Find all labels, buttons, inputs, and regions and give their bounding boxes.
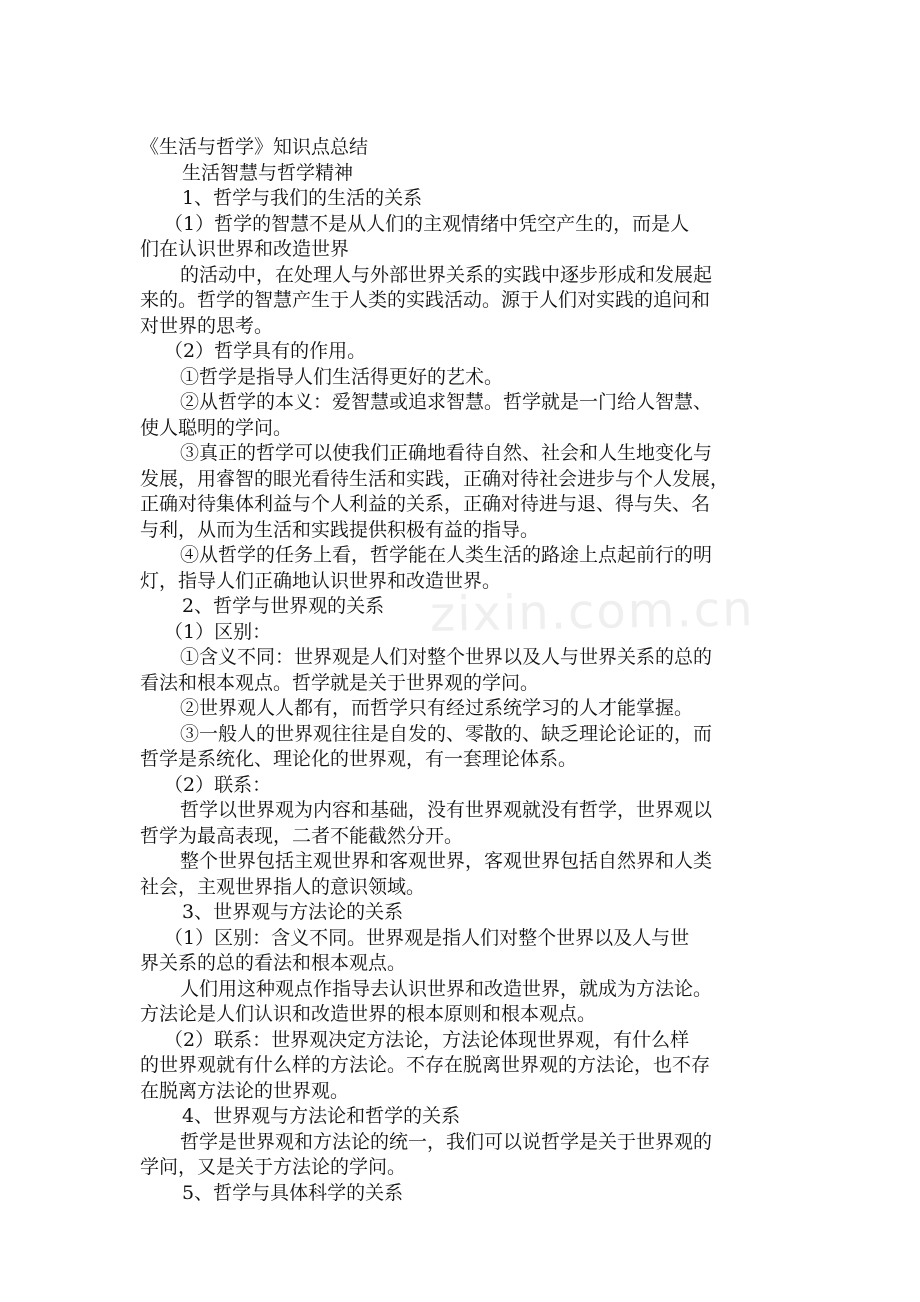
text-line: 使人聪明的学问。 xyxy=(140,416,293,439)
document-body xyxy=(140,135,782,1206)
text-line: 的活动中，在处理人与外部世界关系的实践中逐步形成和发展起 xyxy=(180,263,713,286)
text-line: 整个世界包括主观世界和客观世界，客观世界包括自然界和人类 xyxy=(180,850,713,872)
text-line: 社会，主观世界指人的意识领域。 xyxy=(140,875,426,898)
text-line: 3、世界观与方法论的关系 xyxy=(182,901,404,923)
text-line: 看法和根本观点。哲学就是关于世界观的学问。 xyxy=(140,671,540,694)
text-line: ③真正的哲学可以使我们正确地看待自然、社会和人生地变化与 xyxy=(180,442,713,464)
text-line: 的世界观就有什么样的方法论。不存在脱离世界观的方法论，也不存 xyxy=(140,1054,711,1076)
text-line: （1）区别： xyxy=(164,620,272,643)
text-line: 2、哲学与世界观的关系 xyxy=(182,595,385,617)
text-line: （1）哲学的智慧不是从人们的主观情绪中凭空产生的，而是人 xyxy=(164,212,690,235)
text-line: 与利，从而为生活和实践提供积极有益的指导。 xyxy=(140,518,540,541)
text-line: 哲学以世界观为内容和基础，没有世界观就没有哲学，世界观以 xyxy=(180,799,713,821)
text-line: 界关系的总的看法和根本观点。 xyxy=(140,952,407,974)
text-line: （1）区别：含义不同。世界观是指人们对整个世界以及人与世 xyxy=(164,926,690,949)
text-line: 对世界的思考。 xyxy=(140,314,274,337)
text-line: 灯，指导人们正确地认识世界和改造世界。 xyxy=(140,569,502,592)
text-line: （2）哲学具有的作用。 xyxy=(164,340,367,362)
text-line: 们在认识世界和改造世界 xyxy=(140,238,350,260)
text-line: 生活智慧与哲学精神 xyxy=(182,161,354,184)
text-line: ②从哲学的本义：爱智慧或追求智慧。哲学就是一门给人智慧、 xyxy=(180,391,713,413)
text-line: 哲学是世界观和方法论的统一，我们可以说哲学是关于世界观的 xyxy=(180,1130,713,1153)
text-line: 学问，又是关于方法论的学问。 xyxy=(140,1156,407,1178)
text-line: ④从哲学的任务上看，哲学能在人类生活的路途上点起前行的明 xyxy=(180,544,713,566)
text-line: ①含义不同：世界观是人们对整个世界以及人与世界关系的总的 xyxy=(180,646,713,668)
text-line: （2）联系： xyxy=(164,773,272,796)
text-line: 5、哲学与具体科学的关系 xyxy=(182,1181,404,1204)
text-line: 方法论是人们认识和改造世界的根本原则和根本观点。 xyxy=(140,1003,597,1025)
text-line: 4、世界观与方法论和哲学的关系 xyxy=(182,1105,461,1127)
text-line: 哲学为最高表现，二者不能截然分开。 xyxy=(140,824,464,847)
text-line: 人们用这种观点作指导去认识世界和改造世界，就成为方法论。 xyxy=(180,977,713,1000)
text-line: （2）联系：世界观决定方法论，方法论体现世界观，有什么样 xyxy=(164,1028,690,1051)
text-line: 发展，用睿智的眼光看待生活和实践，正确对待社会进步与个人发展， xyxy=(140,467,730,490)
text-line: ③一般人的世界观往往是自发的、零散的、缺乏理论论证的，而 xyxy=(180,722,713,745)
text-line: 哲学是系统化、理论化的世界观，有一套理论体系。 xyxy=(140,748,578,770)
text-line: 来的。哲学的智慧产生于人类的实践活动。源于人们对实践的追问和 xyxy=(140,289,711,311)
text-line: ②世界观人人都有，而哲学只有经过系统学习的人才能掌握。 xyxy=(180,697,694,719)
document-title: 《生活与哲学》知识点总结 xyxy=(140,136,369,158)
text-line: ①哲学是指导人们生活得更好的艺术。 xyxy=(180,365,504,388)
watermark: zixin.com.cn xyxy=(429,581,755,643)
text-line: 在脱离方法论的世界观。 xyxy=(140,1079,350,1102)
text-line: 正确对待集体利益与个人利益的关系，正确对待进与退、得与失、名 xyxy=(140,493,711,515)
text-line: 1、哲学与我们的生活的关系 xyxy=(182,187,423,209)
